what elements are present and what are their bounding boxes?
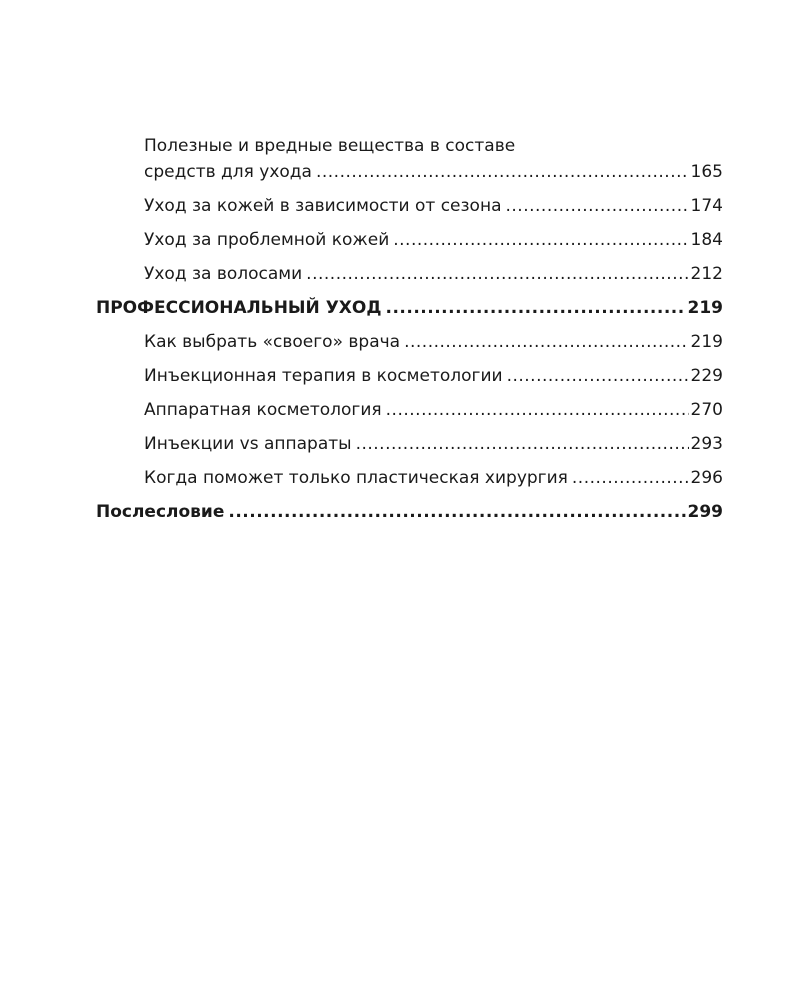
- dot-leader: [507, 363, 689, 389]
- dot-leader: [386, 295, 686, 321]
- toc-page-number: 212: [690, 264, 723, 284]
- toc-page-number: 293: [690, 434, 723, 454]
- toc-page-number: 299: [687, 502, 723, 522]
- toc-entry-label: Как выбрать «своего» врача: [144, 332, 401, 352]
- toc-entry[interactable]: [96, 465, 723, 491]
- toc-entry-label: Уход за кожей в зависимости от сезона: [144, 196, 502, 216]
- toc-entry-label: средств для ухода: [144, 162, 312, 182]
- dot-leader: [404, 329, 688, 355]
- toc-entry-label: Полезные и вредные вещества в составе: [144, 136, 516, 156]
- dot-leader: [506, 193, 689, 219]
- toc-entry[interactable]: [96, 227, 723, 253]
- toc-page-number: 219: [690, 332, 723, 352]
- toc-section-label: Послесловие: [96, 502, 225, 522]
- toc-section-label: ПРОФЕССИОНАЛЬНЫЙ УХОД: [96, 298, 382, 318]
- dot-leader: [228, 499, 685, 525]
- toc-entry-label: Аппаратная косметология: [144, 400, 382, 420]
- toc-section-entry[interactable]: [96, 295, 723, 321]
- dot-leader: [356, 431, 689, 457]
- toc-entry[interactable]: [96, 431, 723, 457]
- toc-entry[interactable]: [96, 159, 723, 185]
- toc-entry-label: Уход за проблемной кожей: [144, 230, 390, 250]
- toc-page-number: 296: [690, 468, 723, 488]
- dot-leader: [393, 227, 688, 253]
- toc-entry[interactable]: [96, 193, 723, 219]
- toc-page-number: 184: [690, 230, 723, 250]
- toc-entry[interactable]: [96, 261, 723, 287]
- toc-entry-label: Инъекционная терапия в косметологии: [144, 366, 503, 386]
- toc-entry-line1: [96, 133, 723, 159]
- toc-entry[interactable]: [96, 397, 723, 423]
- toc-entry-label: Инъекции vs аппараты: [144, 434, 352, 454]
- dot-leader: [306, 261, 688, 287]
- toc-page-number: 174: [690, 196, 723, 216]
- toc-entry[interactable]: [96, 363, 723, 389]
- dot-leader: [572, 465, 689, 491]
- toc-entry-label: Когда поможет только пластическая хирургия: [144, 468, 568, 488]
- toc-page-number: 219: [687, 298, 723, 318]
- toc-page-number: 270: [690, 400, 723, 420]
- dot-leader: [316, 159, 689, 185]
- dot-leader: [386, 397, 689, 423]
- toc-page-number: 229: [690, 366, 723, 386]
- toc-entry-label: Уход за волосами: [144, 264, 303, 284]
- toc-entry[interactable]: [96, 329, 723, 355]
- table-of-contents: [96, 133, 723, 533]
- toc-section-entry[interactable]: [96, 499, 723, 525]
- toc-page-number: 165: [690, 162, 723, 182]
